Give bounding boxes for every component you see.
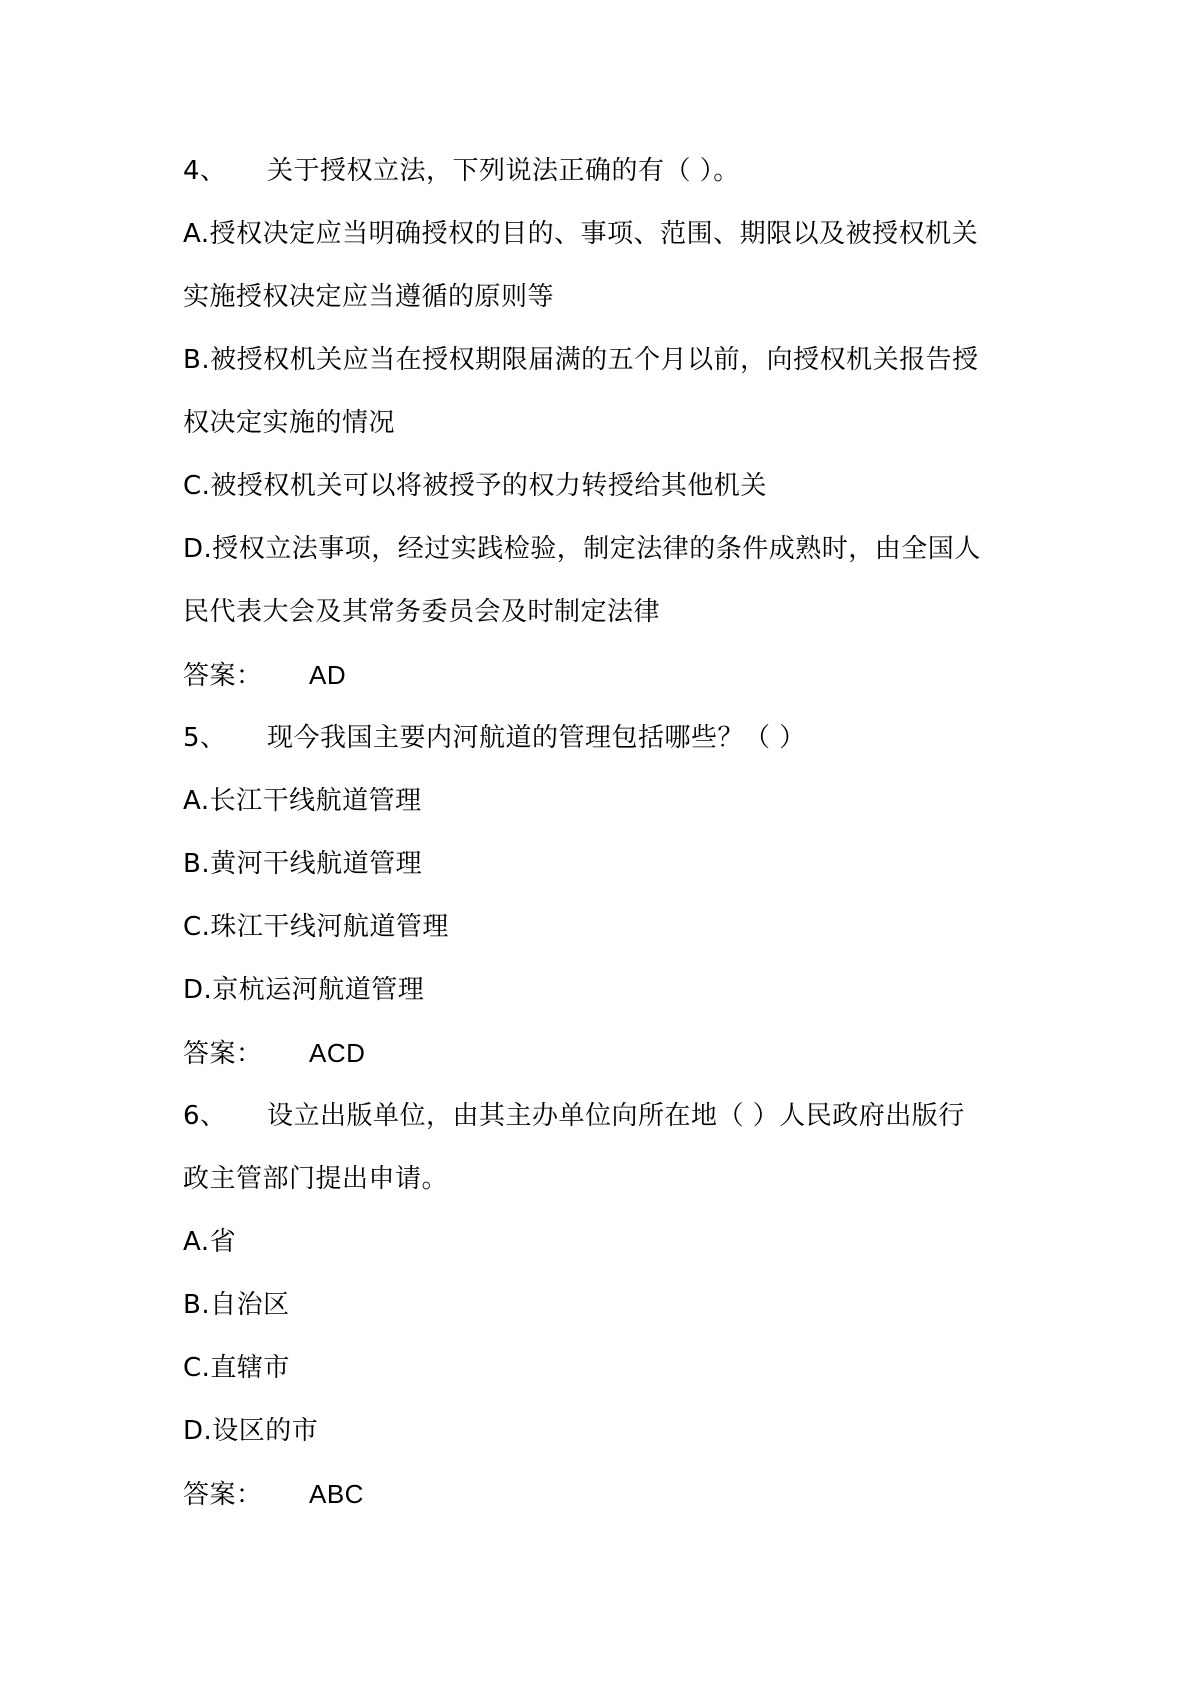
answer-line xyxy=(183,644,1023,707)
question-stem-continuation: 政主管部门提出申请。 xyxy=(183,1164,449,1194)
option-line: D.京杭运河航道管理 xyxy=(183,975,425,1005)
option-line: B.自治区 xyxy=(183,1290,290,1320)
option-line: D.设区的市 xyxy=(183,1416,319,1446)
question-stem xyxy=(183,1085,1023,1148)
answer-label: 答案： xyxy=(183,1480,263,1510)
answer-label: 答案： xyxy=(183,661,263,691)
option-line: 权决定实施的情况 xyxy=(183,408,396,438)
option-line: 民代表大会及其常务委员会及时制定法律 xyxy=(183,597,661,627)
answer-value: ABC xyxy=(309,1479,364,1509)
option-line: A.长江干线航道管理 xyxy=(183,786,422,816)
question-list xyxy=(183,140,1023,1526)
option-line: B.被授权机关应当在授权期限届满的五个月以前，向授权机关报告授 xyxy=(183,345,979,375)
answer-line xyxy=(183,1022,1023,1085)
question-number: 5、 xyxy=(183,723,227,753)
option-line: A.省 xyxy=(183,1227,237,1257)
option-line: C.直辖市 xyxy=(183,1353,290,1383)
question-stem xyxy=(183,140,1023,203)
option-line: C.珠江干线河航道管理 xyxy=(183,912,449,942)
option-line: C.被授权机关可以将被授予的权力转授给其他机关 xyxy=(183,471,767,501)
question-stem xyxy=(183,707,1023,770)
answer-value: ACD xyxy=(309,1038,366,1068)
question-number: 6、 xyxy=(183,1101,227,1131)
option-line: A.授权决定应当明确授权的目的、事项、范围、期限以及被授权机关 xyxy=(183,219,979,249)
question-stem-text: 现今我国主要内河航道的管理包括哪些？（ ） xyxy=(267,723,806,753)
option-line: 实施授权决定应当遵循的原则等 xyxy=(183,282,555,312)
question-stem-text: 关于授权立法，下列说法正确的有（ ）。 xyxy=(267,156,740,186)
answer-label: 答案： xyxy=(183,1039,263,1069)
option-line: B.黄河干线航道管理 xyxy=(183,849,423,879)
question-number: 4、 xyxy=(183,156,227,186)
answer-line xyxy=(183,1463,1023,1526)
option-line: D.授权立法事项，经过实践检验，制定法律的条件成熟时，由全国人 xyxy=(183,534,981,564)
answer-value: AD xyxy=(309,660,347,690)
question-stem-text: 设立出版单位，由其主办单位向所在地（ ）人民政府出版行 xyxy=(267,1101,965,1131)
